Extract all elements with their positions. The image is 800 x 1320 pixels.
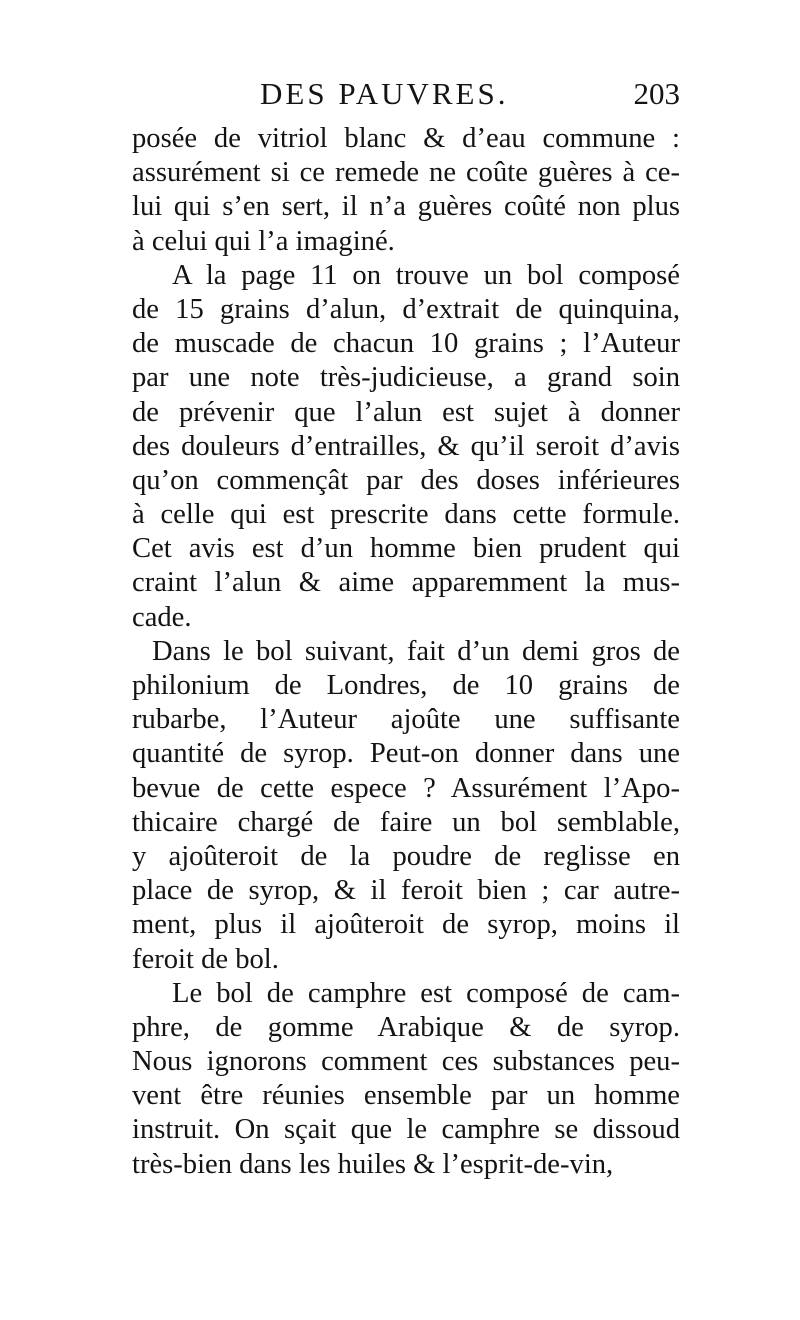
text-line: A la page 11 on trouve un bol composé — [172, 259, 680, 291]
text-line: Cet avis est d’un homme bien prudent qui — [132, 533, 680, 565]
text-line: philonium de Londres, de 10 grains de — [132, 670, 680, 701]
paragraph — [132, 977, 680, 1182]
text-line: ment, plus il ajoûteroit de syrop, moins il — [132, 909, 680, 941]
paragraph — [132, 259, 680, 635]
text-line: instruit. On sçait que le camphre se dissoud — [132, 1114, 680, 1146]
text-line: de prévenir que l’alun est sujet à donner — [132, 396, 680, 428]
text-line: craint l’alun & aime apparemment la mus- — [132, 567, 680, 599]
text-line: de muscade de chacun 10 grains ; l’Auteur — [132, 328, 680, 360]
page-header — [132, 76, 680, 116]
body-text — [132, 122, 680, 1182]
text-line: bevue de cette espece ? Assurément l’Apo- — [132, 772, 680, 804]
text-line: rubarbe, l’Auteur ajoûte une suffisante — [132, 704, 680, 736]
text-line: phre, de gomme Arabique & de syrop. — [132, 1011, 680, 1043]
text-line: quantité de syrop. Peut-on donner dans une — [132, 738, 680, 770]
text-line: des douleurs d’entrailles, & qu’il seroit d’avis — [132, 430, 680, 462]
text-line: posée de vitriol blanc & d’eau commune : — [132, 123, 680, 154]
page-number: 203 — [633, 76, 680, 111]
text-line: vent être réunies ensemble par un homme — [132, 1080, 680, 1112]
text-line: Dans le bol suivant, fait d’un demi gros de — [152, 635, 680, 667]
text-line: lui qui s’en sert, il n’a guères coûté non plus — [132, 191, 680, 223]
text-line: feroit de bol. — [132, 943, 279, 975]
text-line: Le bol de camphre est composé de cam- — [172, 977, 680, 1009]
text-line: cade. — [132, 601, 192, 633]
text-line: place de syrop, & il feroit bien ; car autre- — [132, 875, 680, 907]
text-line: qu’on commençât par des doses inférieures — [132, 464, 680, 496]
text-line: à celui qui l’a imaginé. — [132, 225, 395, 257]
text-line: Nous ignorons comment ces substances peu- — [132, 1046, 680, 1078]
text-line: très-bien dans les huiles & l’esprit-de-vin, — [132, 1148, 614, 1180]
text-line: par une note très-judicieuse, a grand soin — [132, 362, 680, 394]
text-line: assurément si ce remede ne coûte guères à ce- — [132, 157, 680, 189]
text-line: à celle qui est prescrite dans cette formule. — [132, 499, 680, 531]
text-line: thicaire chargé de faire un bol semblable, — [132, 806, 680, 838]
running-head: DES PAUVRES. — [260, 76, 509, 111]
paragraph — [132, 122, 680, 259]
paragraph — [132, 635, 680, 977]
text-line: y ajoûteroit de la poudre de reglisse en — [132, 840, 680, 872]
text-line: de 15 grains d’alun, d’extrait de quinquina, — [132, 293, 680, 325]
